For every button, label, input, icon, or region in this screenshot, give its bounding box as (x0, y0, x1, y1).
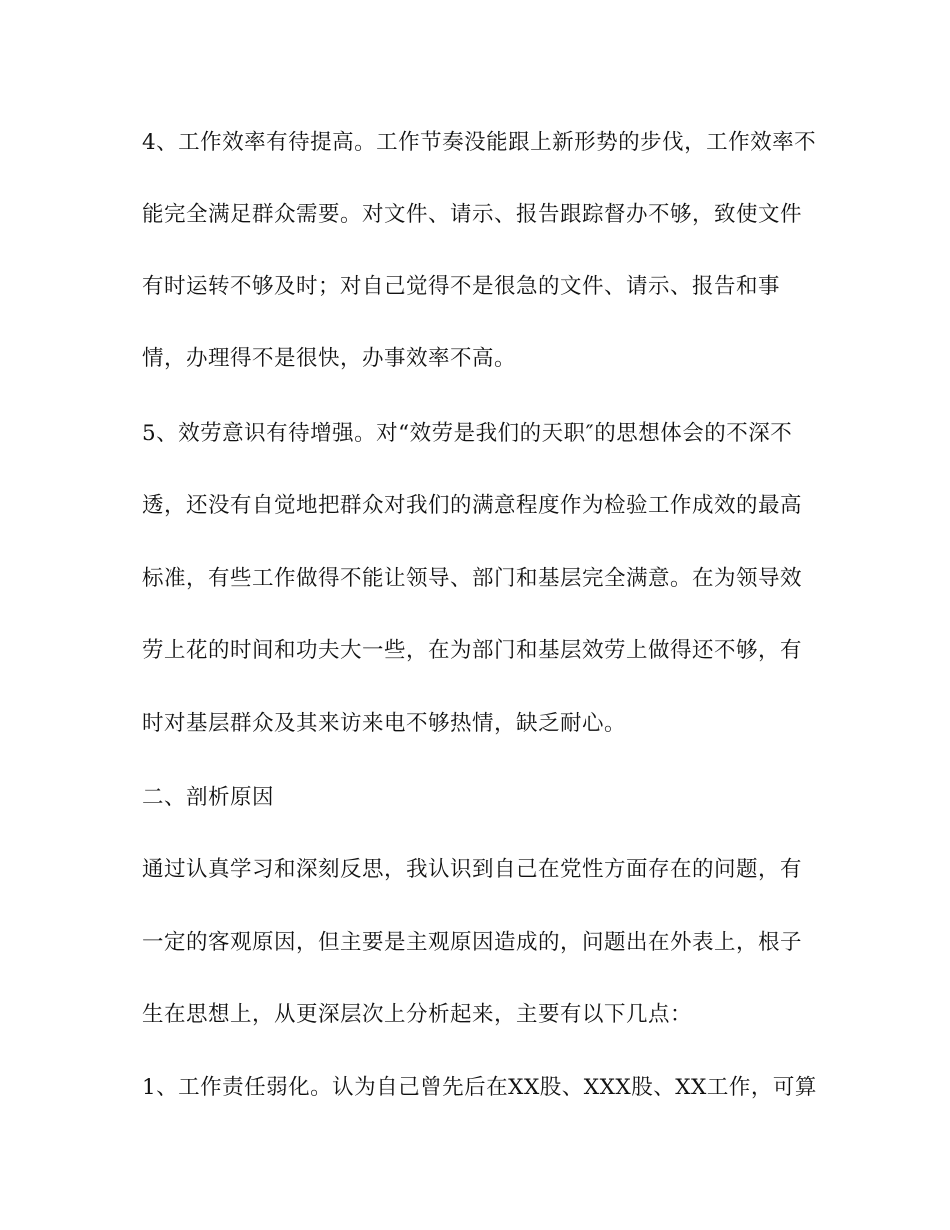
text-line: 生在思想上，从更深层次上分析起来，主要有以下几点： (142, 1002, 693, 1027)
text-line: 标准，有些工作做得不能让领导、部门和基层完全满意。在为领导效 (142, 566, 803, 591)
text-line: 1、工作责任弱化。认为自己曾先后在XX股、XXX股、XX工作，可算 (142, 1075, 817, 1100)
text-line: 通过认真学习和深刻反思，我认识到自己在党性方面存在的问题，有 (142, 857, 803, 882)
text-line: 劳上花的时间和功夫大一些，在为部门和基层效劳上做得还不够，有 (142, 638, 803, 663)
text-line: 4、工作效率有待提高。工作节奏没能跟上新形势的步伐，工作效率不 (142, 130, 817, 155)
text-line: 情，办理得不是很快，办事效率不高。 (142, 346, 517, 371)
section-heading: 二、剖析原因 (142, 785, 275, 810)
text-line: 能完全满足群众需要。对文件、请示、报告跟踪督办不够，致使文件 (142, 202, 803, 227)
text-line: 透，还没有自觉地把群众对我们的满意程度作为检验工作成效的最高 (142, 493, 803, 518)
text-line: 时对基层群众及其来访来电不够热情，缺乏耐心。 (142, 711, 627, 736)
text-line: 5、效劳意识有待增强。对“效劳是我们的天职″的思想体会的不深不 (142, 421, 793, 446)
text-line: 有时运转不够及时；对自己觉得不是很急的文件、请示、报告和事 (142, 274, 781, 299)
text-line: 一定的客观原因，但主要是主观原因造成的，问题出在外表上，根子 (142, 930, 803, 955)
